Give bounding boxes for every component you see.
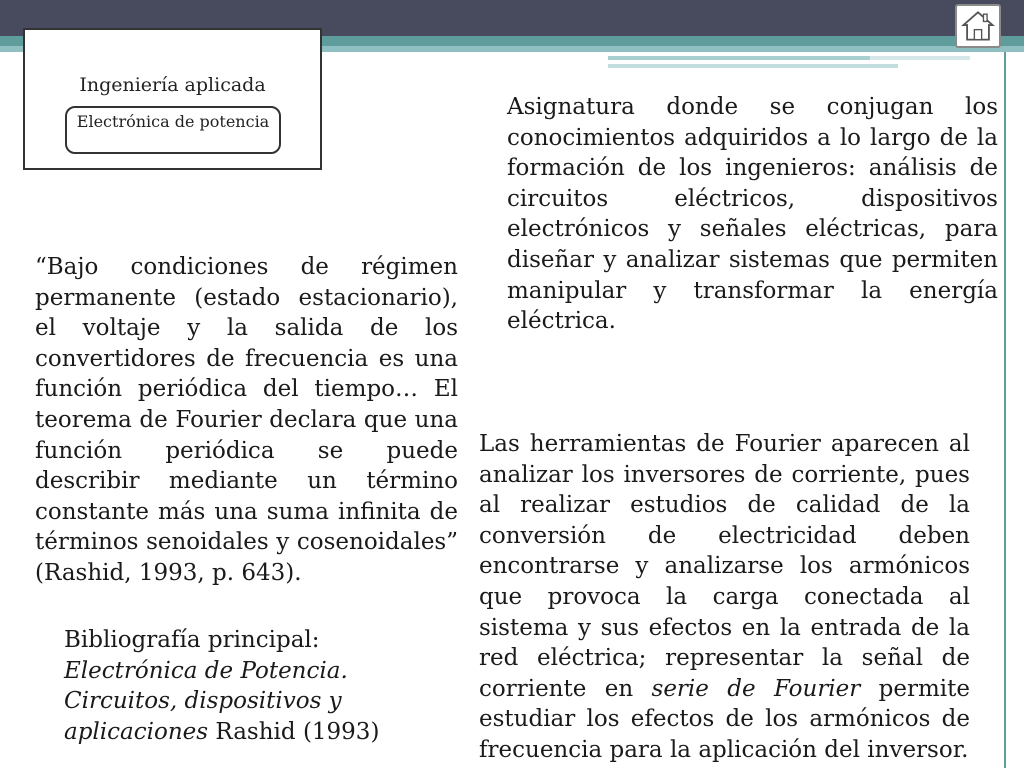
frame-line [1004,52,1006,768]
bibliography-label: Bibliografía principal: [64,627,320,653]
bibliography-title: Electrónica de Potencia. Circuitos, dispositivos y aplicaciones [64,657,348,745]
asignatura-description: Asignatura donde se conjugan los conocimientos adquiridos a lo largo de la formación de los ingenieros: análisis de circuitos eléctricos, dispositivos electrónicos y señales eléctricas, para diseñar y analizar sistemas que permiten manipular y transformar la energía eléctrica. [507,94,998,335]
fourier-text-italic: serie de Fourier [651,675,861,702]
rashid-quote: “Bajo condiciones de régimen permanente (estado estacionario), el voltaje y la salida de los convertidores de frecuencia es una función periódica del tiempo… El teorema de Fourier declara que una función periódica se puede describir mediante un término constante más una suma infinita de términos senoidales y cosenoidales” (Rashid, 1993, p. 643). [35,254,458,586]
course-card [23,28,322,170]
fourier-text-part1: Las herramientas de Fourier aparecen al analizar los inversores de corriente, pues al realizar estudios de calidad de la conversión de electricidad deben encontrarse y analizarse los armónicos que provoca la carga conectada al sistema y sus efectos en la entrada de la red eléctrica; representar la señal de corriente en [479,431,970,702]
header-stripe [870,56,970,60]
course-subject-badge: Electrónica de potencia [65,106,281,154]
home-button[interactable] [955,4,1001,48]
bibliography-author: Rashid (1993) [215,718,380,745]
fourier-paragraph [479,429,970,766]
home-icon [957,6,999,46]
course-title: Ingeniería aplicada [79,74,266,96]
header-stripe [608,64,898,68]
bibliography [64,625,394,747]
fourier-text-part2: permite estudiar los efectos de los armónicos de frecuencia para la aplicación del inversor. [479,675,970,763]
